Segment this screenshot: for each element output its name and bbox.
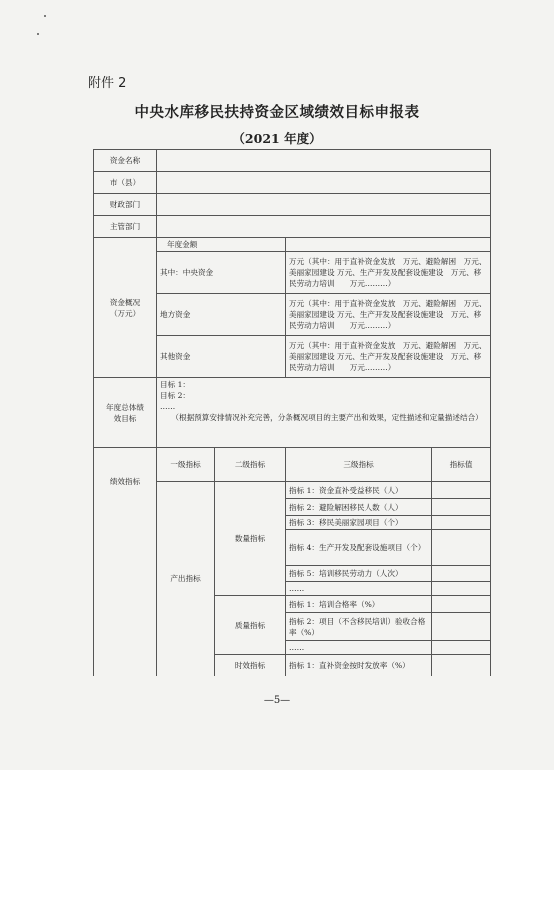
performance-target-form	[93, 149, 491, 676]
indicator-value-field[interactable]	[432, 499, 491, 516]
annual-amount-label: 年度金额	[157, 238, 286, 252]
level1-header: 一级指标	[157, 448, 215, 482]
indicator-value-field[interactable]	[432, 641, 491, 655]
page-number: —5—	[263, 695, 291, 706]
quality-indicators-label: 质量指标	[215, 596, 286, 655]
finance-dept-field[interactable]	[157, 194, 491, 216]
finance-dept-label: 财政部门	[94, 194, 157, 216]
other-funds-label: 其他资金	[157, 336, 286, 378]
indicator-row: 指标 5：培训移民劳动力（人次）	[286, 566, 432, 582]
indicator-value-field[interactable]	[432, 482, 491, 499]
quantity-indicators-label: 数量指标	[215, 482, 286, 596]
city-field[interactable]	[157, 172, 491, 194]
level3-header: 三级指标	[286, 448, 432, 482]
indicator-value-field[interactable]	[432, 596, 491, 613]
indicator-value-field[interactable]	[432, 530, 491, 566]
fund-name-field[interactable]	[157, 150, 491, 172]
indicator-value-field[interactable]	[432, 613, 491, 641]
timeliness-indicators-label: 时效指标	[215, 655, 286, 676]
indicator-row: 指标 2：避险解困移民人数（人）	[286, 499, 432, 516]
competent-dept-field[interactable]	[157, 216, 491, 238]
document-title: 中央水库移民扶持资金区域绩效目标申报表	[134, 104, 420, 121]
indicator-row: ……	[286, 641, 432, 655]
output-indicators-label: 产出指标	[157, 482, 215, 676]
central-funds-detail[interactable]: 万元（其中：用于直补资金发放 万元、避险解困 万元、美丽家园建设 万元、生产开发及配套设施建设 万元、移民劳动力培训 万元………）	[286, 252, 491, 294]
indicator-value-field[interactable]	[432, 582, 491, 596]
local-funds-label: 地方资金	[157, 294, 286, 336]
local-funds-detail[interactable]: 万元（其中：用于直补资金发放 万元、避险解困 万元、美丽家园建设 万元、生产开发及配套设施建设 万元、移民劳动力培训 万元………）	[286, 294, 491, 336]
indicator-row: 指标 2：项目（不含移民培训）验收合格率（%）	[286, 613, 432, 641]
indicator-row: 指标 4：生产开发及配套设施项目（个）	[286, 530, 432, 566]
indicator-row: ……	[286, 582, 432, 596]
annual-goals-text[interactable]: 目标 1： 目标 2： …… （根据预算安排情况补充完善，分条概况项目的主要产出和效果，定性描述和定量描述结合）	[157, 378, 491, 448]
fund-name-label: 资金名称	[94, 150, 157, 172]
annual-amount-field[interactable]	[286, 238, 491, 252]
scan-speck	[37, 33, 39, 35]
attachment-label: 附件 2	[88, 76, 127, 91]
indicator-value-field[interactable]	[432, 566, 491, 582]
level2-header: 二级指标	[215, 448, 286, 482]
city-label: 市（县）	[94, 172, 157, 194]
value-header: 指标值	[432, 448, 491, 482]
central-funds-label: 其中：中央资金	[157, 252, 286, 294]
performance-indicators-label: 绩效指标	[94, 448, 157, 676]
fund-overview-label: 资金概况 （万元）	[94, 238, 157, 378]
indicator-row: 指标 1：直补资金按时发放率（%）	[286, 655, 432, 676]
competent-dept-label: 主管部门	[94, 216, 157, 238]
annual-goals-label: 年度总体绩 效目标	[94, 378, 157, 448]
year-label: （2021 年度）	[232, 131, 322, 146]
other-funds-detail[interactable]: 万元（其中：用于直补资金发放 万元、避险解困 万元、美丽家园建设 万元、生产开发及配套设施建设 万元、移民劳动力培训 万元………）	[286, 336, 491, 378]
indicator-row: 指标 3：移民美丽家园项目（个）	[286, 516, 432, 530]
indicator-row: 指标 1：资金直补受益移民（人）	[286, 482, 432, 499]
indicator-value-field[interactable]	[432, 516, 491, 530]
indicator-value-field[interactable]	[432, 655, 491, 676]
indicator-row: 指标 1：培训合格率（%）	[286, 596, 432, 613]
scan-speck	[44, 15, 46, 17]
